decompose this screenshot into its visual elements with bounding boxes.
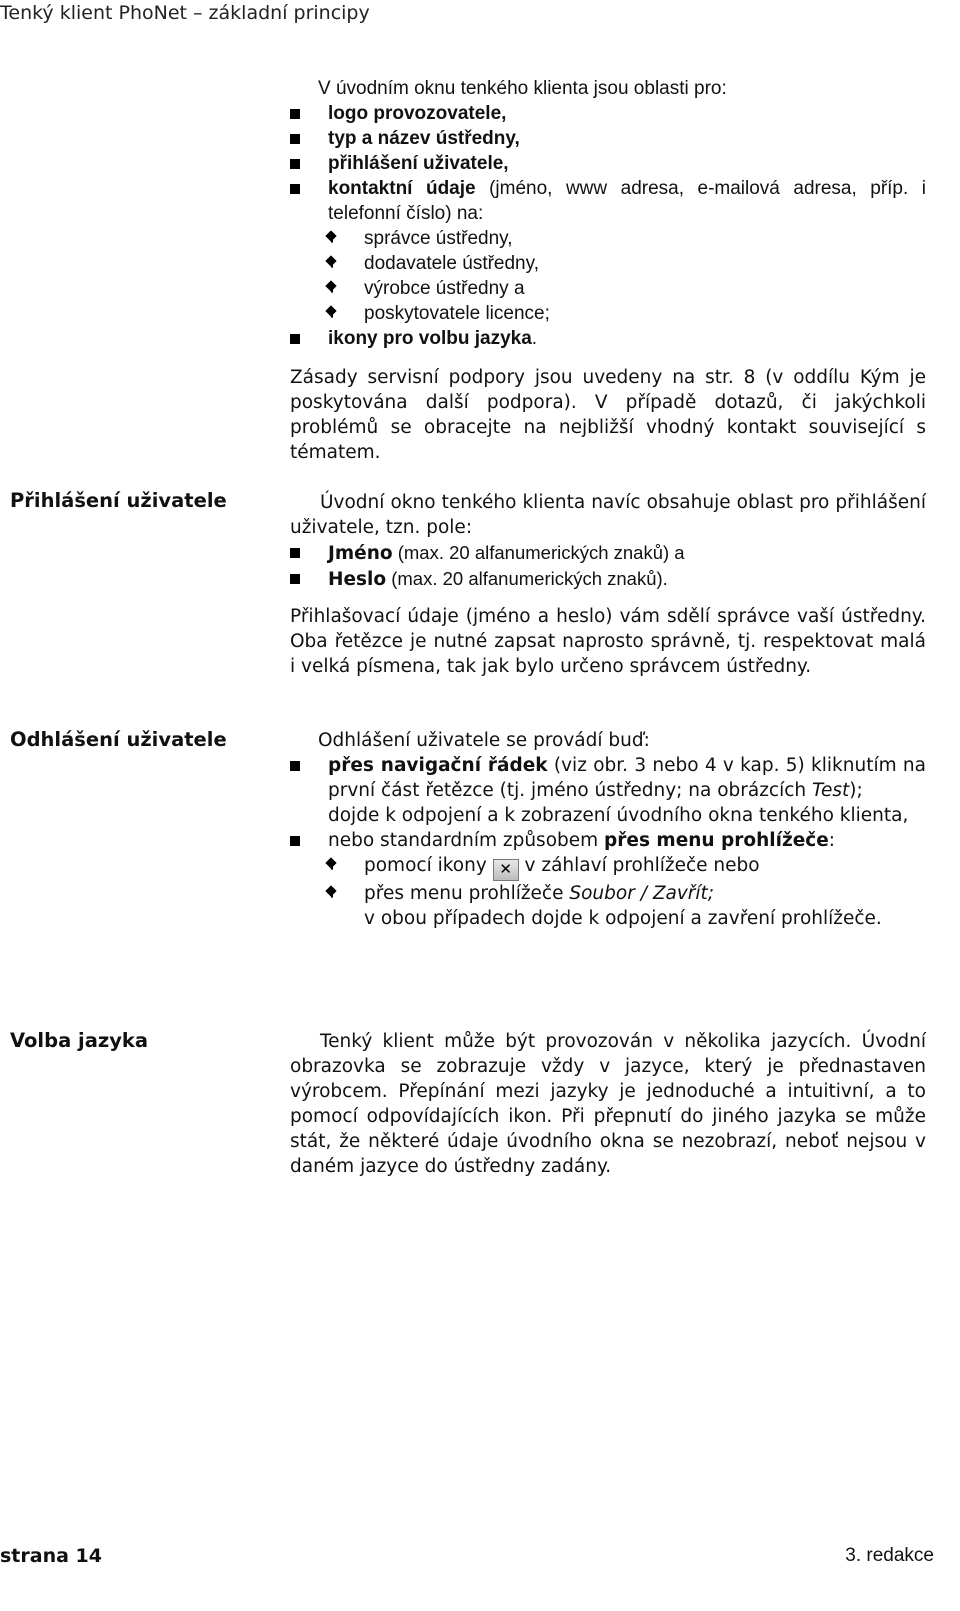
intro-section: [290, 76, 926, 351]
login-section: [290, 490, 926, 679]
logout-item-end: );: [849, 780, 863, 801]
support-paragraph: Zásady servisní podpory jsou uvedeny na str. 8 (v oddílu Kým je poskytována další podpora). V případě dotazů, či jakýchkoli problémů se obracejte na nejbližší vhodný kontakt související s tématem.: [290, 367, 926, 463]
logout-item-text: (viz obr. 3 nebo 4 v kap. 5) kliknutím na první část řetězce (tj. jméno ústředny; na obrázcích: [328, 755, 926, 801]
logout-item: [290, 828, 926, 853]
square-bullet-icon: [290, 836, 300, 846]
close-window-icon: ✕: [493, 859, 519, 881]
intro-subitem: [290, 226, 926, 251]
login-lead: Úvodní okno tenkého klienta navíc obsahuje oblast pro přihlášení uživatele, tzn. pole:: [290, 492, 926, 538]
language-heading: Volba jazyka: [10, 1029, 149, 1052]
diamond-bullet-icon: [325, 255, 336, 266]
logout-item-italic: Test: [812, 780, 850, 801]
square-bullet-icon: [290, 159, 300, 169]
login-field-item: [290, 540, 926, 566]
logout-subitem-text: pomocí ikony: [364, 855, 493, 876]
intro-item-bold: ikony pro volbu jazyka: [328, 328, 532, 349]
intro-subitem: [290, 301, 926, 326]
intro-item-bold: kontaktní údaje: [328, 178, 476, 199]
logout-subitem-result: v obou případech dojde k odpojení a zavření prohlížeče.: [364, 908, 882, 929]
square-bullet-icon: [290, 134, 300, 144]
page-header-title: Tenký klient PhoNet – základní principy: [0, 2, 370, 24]
intro-lead: V úvodním oknu tenkého klienta jsou oblasti pro:: [318, 78, 727, 99]
login-field-desc: (max. 20 alfanumerických znaků) a: [392, 542, 685, 563]
diamond-bullet-icon: [325, 885, 336, 896]
intro-subitem-text: správce ústředny,: [364, 228, 513, 249]
footer-edition: 3. redakce: [845, 1545, 934, 1566]
intro-item-text: přihlášení uživatele,: [328, 153, 509, 174]
login-field-name: Jméno: [328, 543, 393, 564]
logout-subitem-text: v záhlaví prohlížeče nebo: [518, 855, 760, 876]
diamond-bullet-icon: [325, 857, 336, 868]
intro-item: [290, 101, 926, 126]
logout-subitem-text: přes menu prohlížeče: [364, 883, 570, 904]
intro-item-text: typ a název ústředny,: [328, 128, 520, 149]
diamond-bullet-icon: [325, 230, 336, 241]
diamond-bullet-icon: [325, 280, 336, 291]
login-field-name: Heslo: [328, 569, 387, 590]
intro-item-text: .: [531, 328, 538, 349]
square-bullet-icon: [290, 109, 300, 119]
logout-item-bold: přes menu prohlížeče: [604, 830, 829, 851]
logout-subitem: [290, 853, 926, 881]
logout-item-result: dojde k odpojení a k zobrazení úvodního okna tenkého klienta,: [328, 805, 909, 826]
login-note: Přihlašovací údaje (jméno a heslo) vám sdělí správce vaší ústředny. Oba řetězce je nutné zapsat naprosto správně, tj. respektovat malá i velká písmena, tak jak bylo určeno správcem ústředny.: [290, 606, 926, 677]
logout-subitem: [290, 881, 926, 906]
logout-subitem-italic: Soubor / Zavřít;: [569, 883, 715, 904]
logout-item-bold: přes navigační řádek: [328, 755, 548, 776]
footer-page-number: strana 14: [0, 1545, 102, 1567]
logout-section: [290, 728, 926, 931]
square-bullet-icon: [290, 761, 300, 771]
intro-subitem-text: poskytovatele licence;: [364, 303, 550, 324]
language-paragraph: Tenký klient může být provozován v několika jazycích. Úvodní obrazovka se zobrazuje vždy v jazyce, který je přednastaven výrobcem. Přepínání mezi jazyky je jednoduché a intuitivní, a to pomocí odpovídajících ikon. Při přepnutí do jiného jazyka se může stát, že některé údaje úvodního okna se nezobrazí, neboť nejsou v daném jazyce do ústředny zadány.: [290, 1031, 926, 1177]
intro-item: [290, 126, 926, 151]
login-heading: Přihlášení uživatele: [10, 489, 227, 512]
square-bullet-icon: [290, 334, 300, 344]
square-bullet-icon: [290, 184, 300, 194]
intro-item-text: logo provozovatele,: [328, 103, 507, 124]
login-field-item: [290, 566, 926, 592]
logout-item-text: nebo standardním způsobem: [328, 830, 605, 851]
intro-item: [290, 151, 926, 176]
intro-subitem-text: dodavatele ústředny,: [364, 253, 539, 274]
square-bullet-icon: [290, 574, 300, 584]
square-bullet-icon: [290, 548, 300, 558]
intro-subitem: [290, 251, 926, 276]
logout-heading: Odhlášení uživatele: [10, 728, 227, 751]
diamond-bullet-icon: [325, 305, 336, 316]
intro-subitem-text: výrobce ústředny a: [364, 278, 525, 299]
intro-item-text: (jméno, www adresa, e-mailová adresa, příp. i telefonní číslo) na:: [328, 178, 927, 224]
logout-item-end: :: [828, 830, 836, 851]
logout-item: [290, 753, 926, 803]
logout-lead: Odhlášení uživatele se provádí buď:: [318, 730, 650, 751]
intro-item: [290, 326, 926, 351]
intro-subitem: [290, 276, 926, 301]
intro-item: [290, 176, 926, 226]
login-field-desc: (max. 20 alfanumerických znaků).: [386, 568, 668, 589]
